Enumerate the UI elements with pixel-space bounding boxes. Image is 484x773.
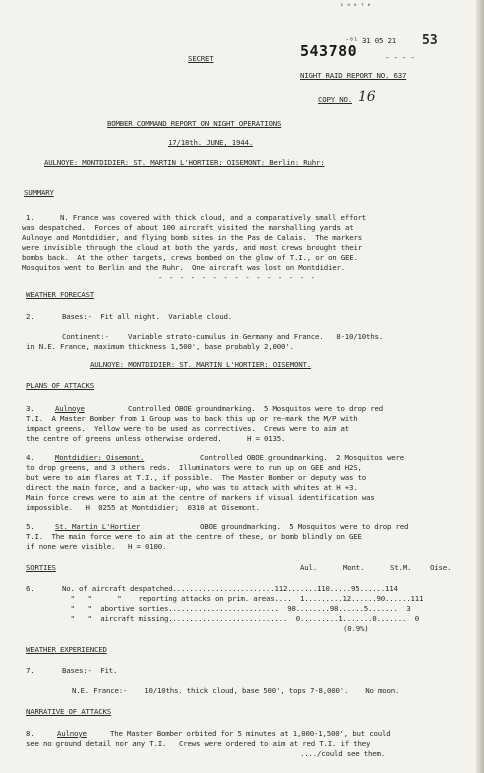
para-number: 6. xyxy=(26,584,35,593)
summary-heading: SUMMARY xyxy=(24,188,54,197)
plan-line: Main force crews were to aim at the centre of markers if visual identification was xyxy=(26,493,375,502)
summary-line: were invisible through the cloud at both the yards, and most crews brought their xyxy=(22,243,362,252)
narrative-heading: NARRATIVE OF ATTACKS xyxy=(26,707,111,716)
targets-line: AULNOYE: MONTDIDIER: ST. MARTIN L'HORTIER: OISEMONT: Berlin: Ruhr: xyxy=(44,158,325,167)
file-suffix: - - - - xyxy=(385,53,415,62)
summary-line: Mosquitos went to Berlin and the Ruhr. One aircraft was lost on Montdidier. xyxy=(22,263,345,272)
para-number: 2. xyxy=(26,312,35,321)
loss-percentage: (0.9%) xyxy=(343,624,369,633)
plan-line: if none were visible. H = 0100. xyxy=(26,542,167,551)
plan-line: impact greens. Yellow were to be used as correctives. Crews were to aim at xyxy=(26,424,349,433)
weather-france: N.E. France:- 10/10ths. thick cloud, base 500', tops 7-8,000'. No moon. xyxy=(72,686,400,695)
top-mark: ² ᴴ ᴿ ᵀ ᴷ xyxy=(340,3,371,10)
target-name: Aulnoye xyxy=(55,404,85,413)
column-header: Mont. xyxy=(343,563,365,572)
column-header: Oise. xyxy=(430,563,452,572)
file-number: 543780 xyxy=(300,42,358,60)
report-date: 17/18th. JUNE, 1944. xyxy=(168,138,253,147)
target-name: St. Martin L'Hortier xyxy=(55,522,140,531)
copy-number: 16 xyxy=(358,89,376,105)
plan-line: Controlled OBOE groundmarking. 2 Mosquitos were xyxy=(200,453,404,462)
weather-experienced-heading: WEATHER EXPERIENCED xyxy=(26,645,107,654)
plan-line: T.I. The main force were to aim at the centre of these, or bomb blindly on GEE xyxy=(26,532,362,541)
plan-line: T.I. A Master Bomber from 1 Group was to back this up or re-mark the M/P with xyxy=(26,414,358,423)
page-number: 53 xyxy=(422,33,438,48)
para-number: 4. xyxy=(26,453,35,462)
summary-line: bombs back. At the other targets, crews bombed on the glow of T.I., or on GEE. xyxy=(22,253,358,262)
plans-heading: PLANS OF ATTACKS xyxy=(26,381,94,390)
column-header: St.M. xyxy=(390,563,412,572)
narrative-line: ..../could see them. xyxy=(300,749,385,758)
para-number: 7. xyxy=(26,666,35,675)
sorties-heading: SORTIES xyxy=(26,563,56,572)
para-number: 3. xyxy=(26,404,35,413)
narrative-line: The Master Bomber orbited for 5 minutes at 1,000-1,500', but could xyxy=(110,729,391,738)
summary-line: N. France was covered with thick cloud, and a comparatively small effort xyxy=(60,213,366,222)
para-number: 1. xyxy=(26,213,35,222)
date-stamp: ⁻⁶¹ 31 05 21 xyxy=(345,36,396,45)
report-title: NIGHT RAID REPORT NO. 637 xyxy=(300,71,407,80)
sorties-row: No. of aircraft despatched........................112.......110.....95......114 xyxy=(62,584,398,593)
forecast-heading: WEATHER FORECAST xyxy=(26,290,94,299)
weather-bases: Bases:- Fit. xyxy=(62,666,118,675)
classification: SECRET xyxy=(188,54,214,63)
target-name: Aulnoye xyxy=(57,729,87,738)
plan-line: but were to aim flares at T.I., if possible. The Master Bomber or deputy was to xyxy=(26,473,366,482)
para-number: 5. xyxy=(26,522,35,531)
plan-line: OBOE groundmarking. 5 Mosquitos were to drop red xyxy=(200,522,409,531)
summary-line: was despatched. Forces of about 100 aircraft visited the marshalling yards at xyxy=(22,223,354,232)
plan-line: to drop greens, and 3 others reds. Illuminators were to run up on GEE and H2S, xyxy=(26,463,362,472)
continent-label: Continent:- xyxy=(62,332,109,341)
column-header: Aul. xyxy=(300,563,317,572)
forecast-bases: Bases:- Fit all night. Variable cloud. xyxy=(62,312,232,321)
targets-subheading: AULNOYE: MONTDIDIER: ST. MARTIN L'HORTIER: OISEMONT. xyxy=(90,360,311,369)
plan-line: direct the main force, and a backer-up, who was to attack with whites at H +3. xyxy=(26,483,358,492)
continent-line: in N.E. France, maximum thickness 1,500', base probably 2,000'. xyxy=(26,342,294,351)
target-name: Montdidier: Oisemont. xyxy=(55,453,145,462)
narrative-line: see no ground detail nor any T.I. Crews were ordered to aim at red T.I. if they xyxy=(26,739,371,748)
plan-line: the centre of greens unless otherwise ordered. H = 0135. xyxy=(26,434,286,443)
separator: - - - - - - - - - - - - - - - xyxy=(158,273,317,282)
page-edge-shadow xyxy=(476,0,484,773)
sorties-row: " " aircraft missing............................ 0.........1.......0....... 0 xyxy=(62,614,419,623)
copy-label: COPY NO. xyxy=(318,95,352,104)
continent-line: Variable strato-cumulus in Germany and France. 8-10/10ths. xyxy=(128,332,383,341)
plan-line: Controlled OBOE groundmarking. 5 Mosquitos were to drop red xyxy=(128,404,383,413)
para-number: 8. xyxy=(26,729,35,738)
sorties-row: " " abortive sorties.......................... 98........98......5....... 3 xyxy=(62,604,411,613)
sorties-row: " " " reporting attacks on prim. areas.... 1.........12......90......111 xyxy=(62,594,424,603)
plan-line: impossible. H 0255 at Montdidier; 0310 at Oisemont. xyxy=(26,503,260,512)
summary-line: Aulnoye and Montdidier, and flying bomb sites in the Pas de Calais. The markers xyxy=(22,233,362,242)
report-heading: BOMBER COMMAND REPORT ON NIGHT OPERATIONS xyxy=(107,119,282,128)
